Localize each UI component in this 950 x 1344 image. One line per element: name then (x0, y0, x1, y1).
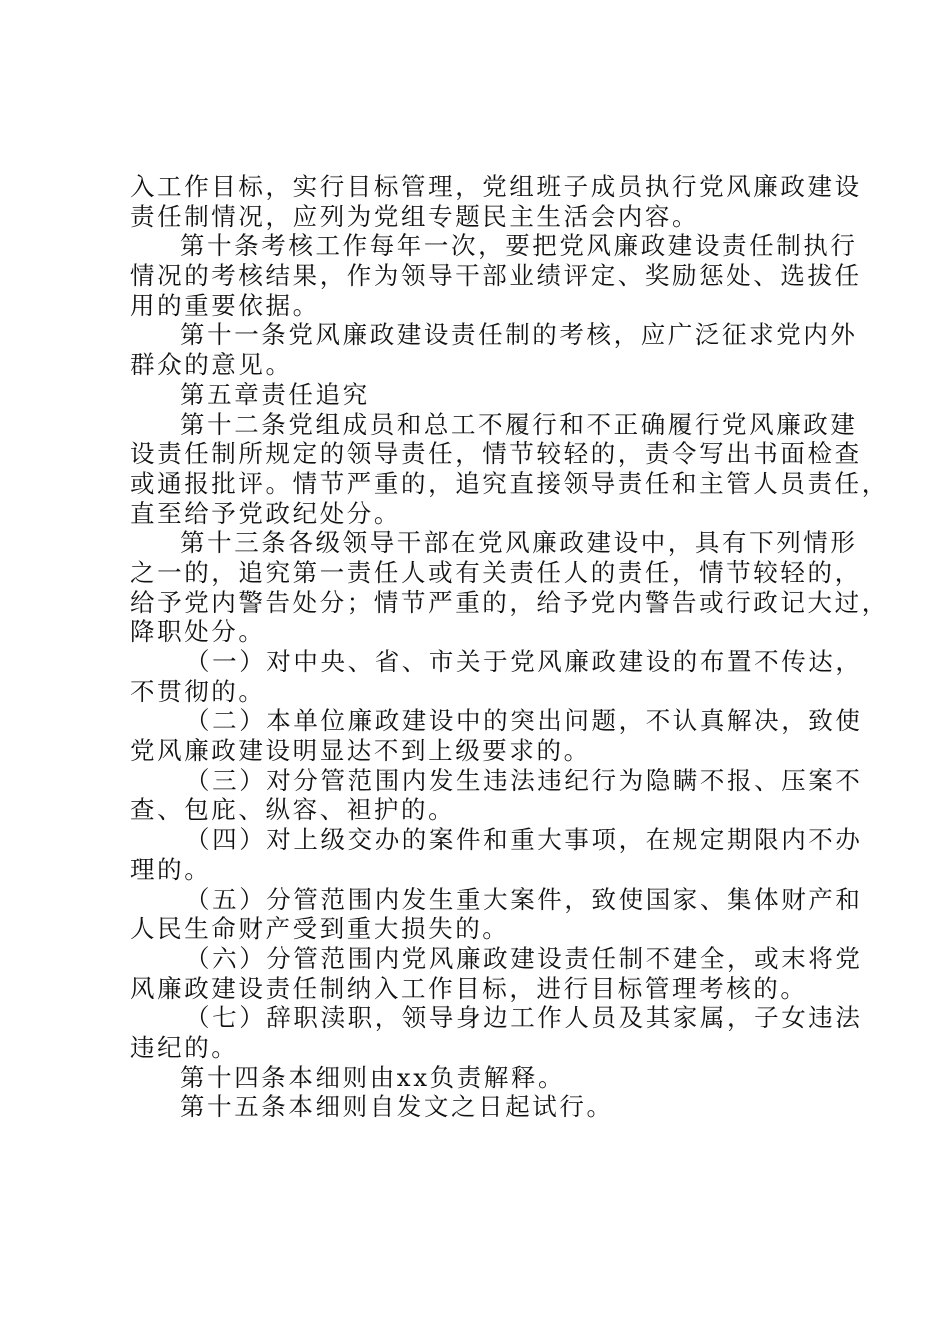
article-14: 第十四条本细则由xx负责解释。 (180, 1062, 566, 1092)
item-3: （三）对分管范围内发生违法违纪行为隐瞒不报、压案不 (185, 765, 863, 795)
text-line: 入工作目标，实行目标管理，党组班子成员执行党风廉政建设 (130, 172, 862, 201)
text-line: 用的重要依据。 (130, 290, 320, 320)
text-line: 情况的考核结果，作为领导干部业绩评定、奖励惩处、选拔任 (130, 261, 862, 291)
item-1: （一）对中央、省、市关于党风廉政建设的布置不传达， (185, 647, 863, 676)
text-line: 理的。 (130, 854, 212, 884)
article-12: 第十二条党组成员和总工不履行和不正确履行党风廉政建 (180, 409, 858, 439)
item-4: （四）对上级交办的案件和重大事项，在规定期限内不办 (185, 825, 863, 855)
article-13: 第十三条各级领导干部在党风廉政建设中，具有下列情形 (180, 528, 858, 558)
text-line: 人民生命财产受到重大损失的。 (130, 914, 510, 944)
article-10: 第十条考核工作每年一次，要把党风廉政建设责任制执行 (180, 231, 858, 261)
text-line: 降职处分。 (130, 617, 266, 647)
text-line: 之一的，追究第一责任人或有关责任人的责任，情节较轻的， (130, 557, 862, 587)
text-line: 直至给予党政纪处分。 (130, 498, 401, 528)
text-line: 查、包庇、纵容、袒护的。 (130, 795, 456, 825)
text-line: 违纪的。 (130, 1032, 239, 1062)
text-line: 给予党内警告处分；情节严重的，给予党内警告或行政记大过， (130, 587, 889, 617)
item-7: （七）辞职渎职，领导身边工作人员及其家属，子女违法 (185, 1003, 863, 1033)
document-body (130, 172, 889, 1122)
item-2: （二）本单位廉政建设中的突出问题，不认真解决，致使 (185, 706, 863, 736)
text-line: 群众的意见。 (130, 350, 293, 380)
item-6: （六）分管范围内党风廉政建设责任制不建全，或末将党 (185, 943, 863, 973)
text-line: 风廉政建设责任制纳入工作目标，进行目标管理考核的。 (130, 973, 808, 1003)
text-line: 或通报批评。情节严重的，追究直接领导责任和主管人员责任， (130, 468, 889, 498)
text-line: 责任制情况，应列为党组专题民主生活会内容。 (130, 201, 700, 231)
article-11: 第十一条党风廉政建设责任制的考核，应广泛征求党内外 (180, 320, 858, 350)
item-5: （五）分管范围内发生重大案件，致使国家、集体财产和 (185, 884, 863, 914)
text-line: 不贯彻的。 (130, 676, 266, 706)
chapter-heading: 第五章责任追究 (180, 379, 370, 409)
text-line: 党风廉政建设明显达不到上级要求的。 (130, 736, 591, 766)
article-15: 第十五条本细则自发文之日起试行。 (180, 1092, 614, 1122)
text-line: 设责任制所规定的领导责任，情节较轻的，责令写出书面检查 (130, 439, 862, 469)
